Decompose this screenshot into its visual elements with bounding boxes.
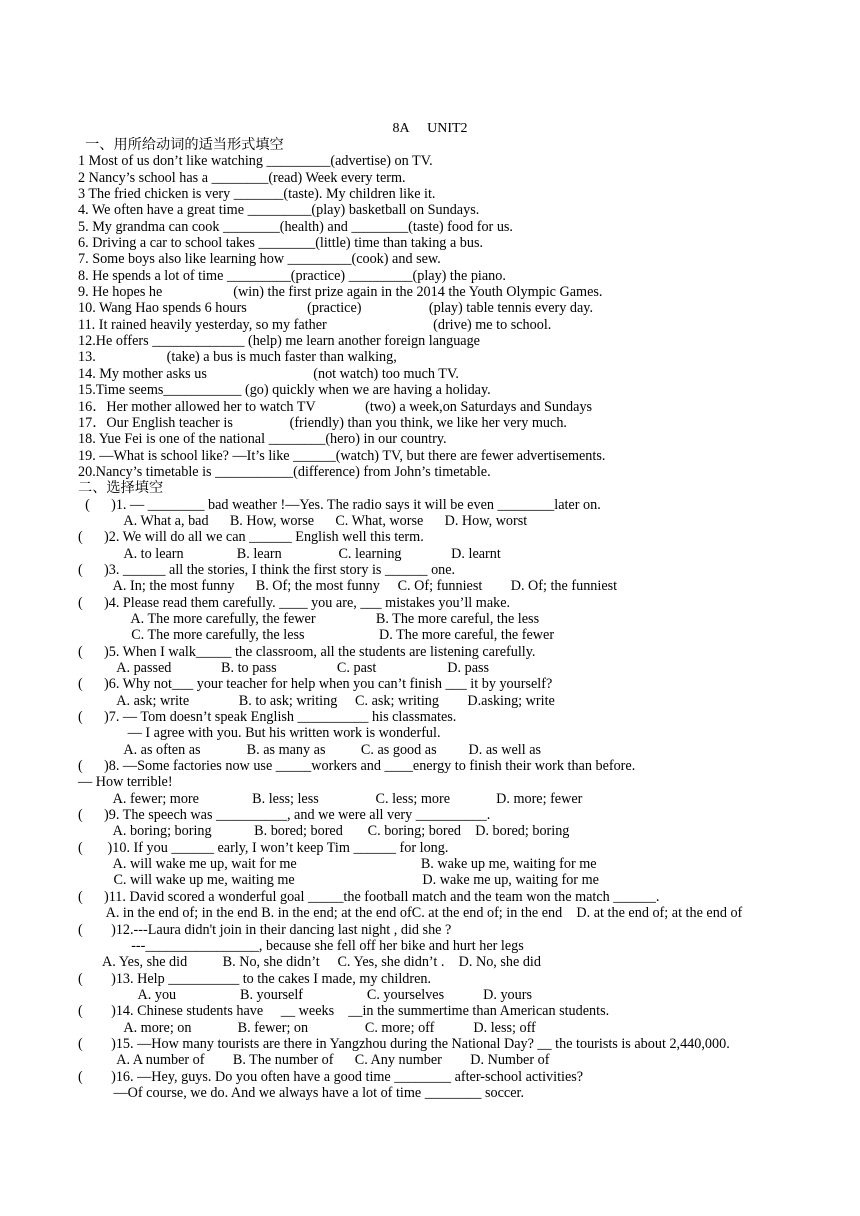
question-line: ( )12.---Laura didn't join in their dancing last night , did she ? [78,921,452,938]
fill-blank-item: 20.Nancy’s timetable is ___________(difference) from John’s timetable. [78,463,491,480]
answer-options: A. The more carefully, the fewer B. The more careful, the less [78,610,540,627]
exercise-body [78,137,848,1101]
question-line: ( )1. — ________ bad weather !—Yes. The radio says it will be even ________later on. [78,496,601,513]
question-line: ( )16. —Hey, guys. Do you often have a good time ________ after-school activities? [78,1068,584,1085]
question-line: ( )9. The speech was __________, and we were all very __________. [78,807,491,824]
answer-options: A. ask; write B. to ask; writing C. ask; writing D.asking; write [78,692,555,709]
question-line: ( )2. We will do all we can ______ English well this term. [78,529,424,546]
answer-options: A. to learn B. learn C. learning D. learnt [78,545,501,562]
fill-blank-item: 8. He spends a lot of time _________(practice) _________(play) the piano. [78,267,506,284]
answer-options: A. as often as B. as many as C. as good as D. as well as [78,741,542,758]
text-line: — How terrible! [78,774,173,791]
fill-blank-item: 6. Driving a car to school takes ________(little) time than taking a bus. [78,235,484,252]
fill-blank-item: 17．Our English teacher is (friendly) than you think, we like her very much. [78,414,567,431]
document-title [0,121,860,137]
answer-options: A. fewer; more B. less; less C. less; more D. more; fewer [78,790,583,807]
fill-blank-item: 2 Nancy’s school has a ________(read) Week every term. [78,169,406,186]
fill-blank-item: 3 The fried chicken is very _______(taste). My children like it. [78,186,436,203]
fill-blank-item: 11. It rained heavily yesterday, so my father (drive) me to school. [78,316,552,333]
answer-options: A. in the end of; in the end B. in the end; at the end ofC. at the end of; in the end D. at the end of; at the end of [78,905,743,922]
text-line: —Of course, we do. And we always have a lot of time ________ soccer. [78,1084,525,1101]
section-heading: 二、选择填空 [78,480,164,497]
question-line: ( )13. Help __________ to the cakes I made, my children. [78,970,432,987]
question-line: ( )10. If you ______ early, I won’t keep Tim ______ for long. [78,839,449,856]
question-line: ( )7. — Tom doesn’t speak English __________ his classmates. [78,709,457,726]
text-line: — I agree with you. But his written work is wonderful. [78,725,441,742]
fill-blank-item: 18. Yue Fei is one of the national ________(hero) in our country. [78,431,447,448]
question-line: ( )3. ______ all the stories, I think the first story is ______ one. [78,561,456,578]
answer-options: C. will wake up me, waiting me D. wake me up, waiting for me [78,872,599,889]
question-line: ( )15. —How many tourists are there in Yangzhou during the National Day? __ the tourists is about 2,440,000. [78,1035,730,1052]
answer-options: A. What a, bad B. How, worse C. What, worse D. How, worst [78,512,528,529]
title-unit: UNIT2 [427,121,468,136]
answer-options: A. Yes, she did B. No, she didn’t C. Yes, she didn’t . D. No, she did [78,954,541,971]
question-line: ( )11. David scored a wonderful goal _____the football match and the team won the match ______. [78,888,660,905]
text-line: ---________________, because she fell off her bike and hurt her legs [78,937,524,954]
answer-options: A. passed B. to pass C. past D. pass [78,660,490,676]
fill-blank-item: 16．Her mother allowed her to watch TV (two) a week,on Saturdays and Sundays [78,398,593,415]
fill-blank-item: 5. My grandma can cook ________(health) and ________(taste) food for us. [78,218,513,235]
question-line: ( )4. Please read them carefully. ____ you are, ___ mistakes you’ll make. [78,594,511,611]
question-line: ( )8. —Some factories now use _____workers and ____energy to finish their work than before. [78,758,636,775]
answer-options: C. The more carefully, the less D. The more careful, the fewer [78,627,555,644]
fill-blank-item: 9. He hopes he (win) the first prize again in the 2014 the Youth Olympic Games. [78,284,603,301]
fill-blank-item: 14. My mother asks us (not watch) too much TV. [78,365,459,382]
fill-blank-item: 7. Some boys also like learning how _________(cook) and sew. [78,251,441,268]
fill-blank-item: 1 Most of us don’t like watching _________(advertise) on TV. [78,153,433,170]
fill-blank-item: 12.He offers _____________ (help) me learn another foreign language [78,333,480,350]
fill-blank-item: 10. Wang Hao spends 6 hours (practice) (play) table tennis every day. [78,300,593,317]
answer-options: A. boring; boring B. bored; bored C. boring; bored D. bored; boring [78,823,570,840]
question-line: ( )5. When I walk_____ the classroom, all the students are listening carefully. [78,643,536,660]
question-line: ( )6. Why not___ your teacher for help when you can’t finish ___ it by yourself? [78,676,553,693]
answer-options: A. In; the most funny B. Of; the most funny C. Of; funniest D. Of; the funniest [78,578,618,595]
section-heading: 一、用所给动词的适当形式填空 [78,137,284,153]
fill-blank-item: 13. (take) a bus is much faster than walking, [78,349,397,366]
question-line: ( )14. Chinese students have __ weeks __in the summertime than American students. [78,1003,610,1020]
title-grade: 8A [392,121,410,136]
fill-blank-item: 4. We often have a great time _________(play) basketball on Sundays. [78,202,480,219]
answer-options: A. you B. yourself C. yourselves D. yours [78,986,532,1003]
answer-options: A. more; on B. fewer; on C. more; off D. less; off [78,1019,536,1036]
answer-options: A. will wake me up, wait for me B. wake up me, waiting for me [78,856,597,873]
fill-blank-item: 15.Time seems___________ (go) quickly when we are having a holiday. [78,382,491,399]
fill-blank-item: 19. —What is school like? —It’s like ______(watch) TV, but there are fewer advertisements. [78,447,606,464]
answer-options: A. A number of B. The number of C. Any number D. Number of [78,1052,550,1069]
